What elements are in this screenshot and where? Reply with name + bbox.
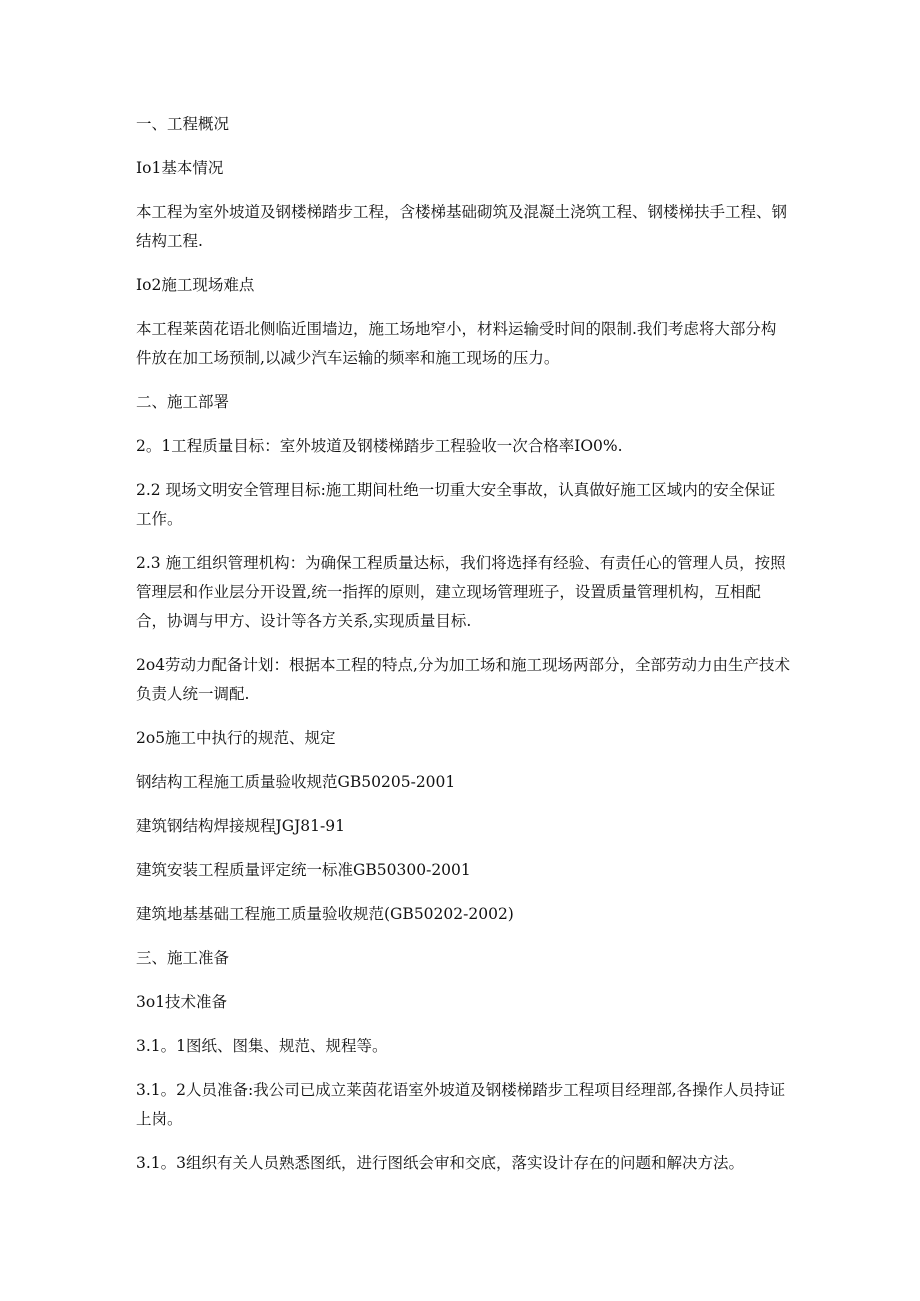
paragraph-organization: 2.3 施工组织管理机构：为确保工程质量达标，我们将选择有经验、有责任心的管理人员，按照管理层和作业层分开设置,统一指挥的原则，建立现场管理班子，设置质量管理机构，互相配合，协调与甲方、设计等各方关系,实现质量目标. bbox=[136, 554, 786, 630]
subsection-heading-1-1: Io1基本情况 bbox=[136, 159, 224, 177]
subsection-heading-3-1: 3o1技术准备 bbox=[136, 993, 228, 1011]
subsection-heading-1-2: Io2施工现场难点 bbox=[136, 276, 255, 294]
subsection-heading-2-5: 2o5施工中执行的规范、规定 bbox=[136, 729, 336, 747]
section-heading-1: 一、工程概况 bbox=[136, 115, 230, 133]
paragraph-site-difficulty: 本工程莱茵花语北侧临近围墙边，施工场地窄小，材料运输受时间的限制.我们考虑将大部分构件放在加工场预制,以减少汽车运输的频率和施工现场的压力。 bbox=[136, 320, 777, 367]
document-body bbox=[136, 110, 790, 1193]
paragraph-safety-target: 2.2 现场文明安全管理目标:施工期间杜绝一切重大安全事故，认真做好施工区域内的安全保证工作。 bbox=[136, 481, 776, 528]
paragraph-personnel: 3.1。2人员准备:我公司已成立莱茵花语室外坡道及钢楼梯踏步工程项目经理部,各操作人员持证上岗。 bbox=[136, 1081, 786, 1128]
standard-item: 建筑地基基础工程施工质量验收规范(GB50202-2002) bbox=[136, 905, 514, 923]
standard-item: 钢结构工程施工质量验收规范GB50205-2001 bbox=[136, 773, 456, 791]
paragraph-quality-target: 2。1工程质量目标：室外坡道及钢楼梯踏步工程验收一次合格率IO0%. bbox=[136, 437, 623, 455]
standard-item: 建筑安装工程质量评定统一标准GB50300-2001 bbox=[136, 861, 471, 879]
paragraph-labor-plan: 2o4劳动力配备计划：根据本工程的特点,分为加工场和施工现场两部分，全部劳动力由生产技术负责人统一调配. bbox=[136, 656, 790, 703]
paragraph-project-scope: 本工程为室外坡道及钢楼梯踏步工程，含楼梯基础砌筑及混凝土浇筑工程、钢楼梯扶手工程、钢结构工程. bbox=[136, 203, 788, 250]
paragraph-drawings: 3.1。1图纸、图集、规范、规程等。 bbox=[136, 1037, 388, 1055]
section-heading-3: 三、施工准备 bbox=[136, 949, 230, 967]
paragraph-drawing-review: 3.1。3组织有关人员熟悉图纸，进行图纸会审和交底，落实设计存在的问题和解决方法。 bbox=[136, 1154, 745, 1172]
section-heading-2: 二、施工部署 bbox=[136, 393, 230, 411]
standard-item: 建筑钢结构焊接规程JGJ81-91 bbox=[136, 817, 345, 835]
